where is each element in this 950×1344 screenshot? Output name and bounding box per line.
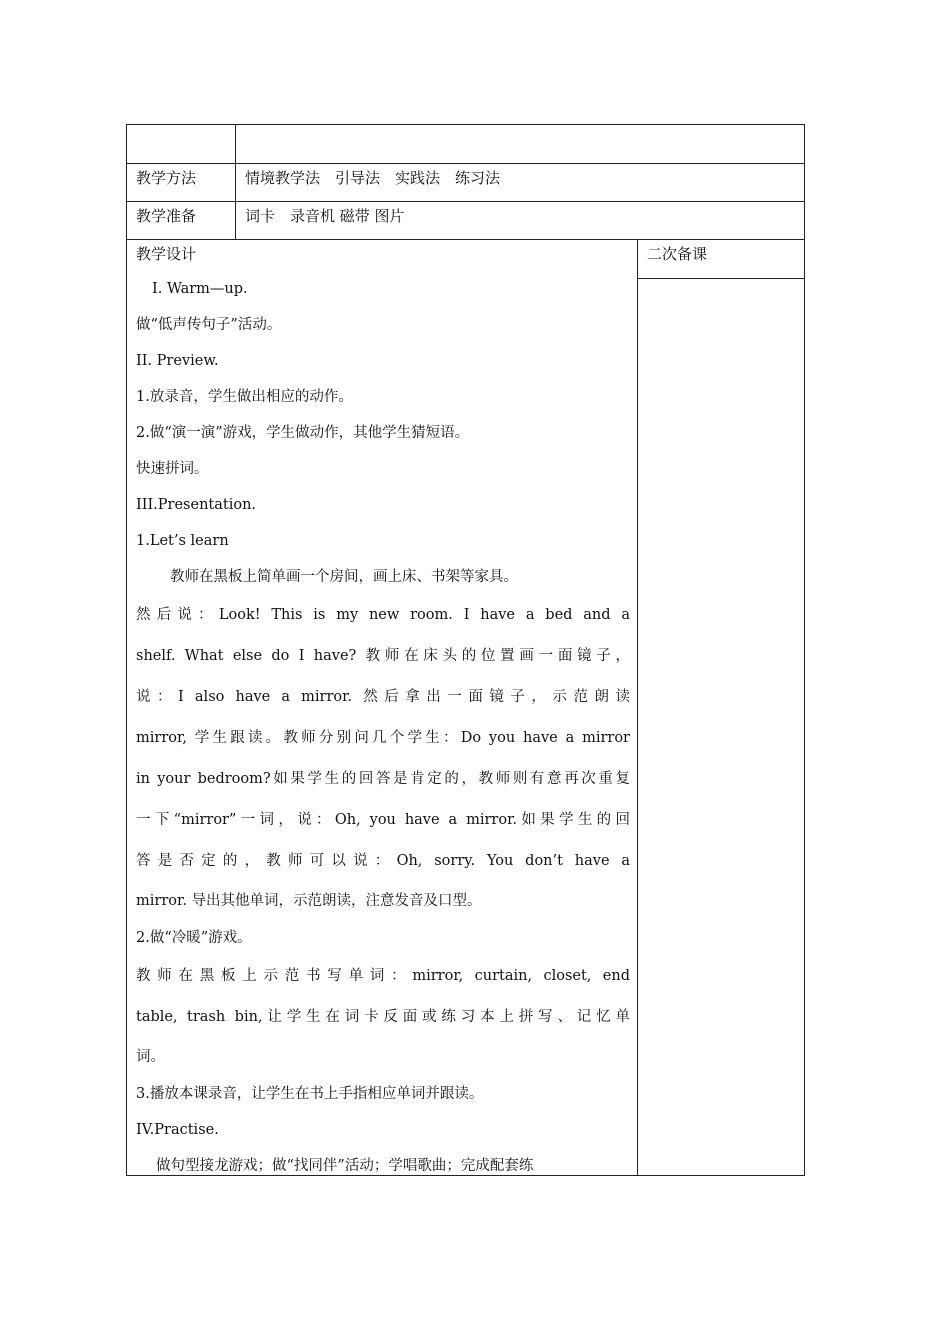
text-line: 一下“mirror”一词，说：Oh, you have a mirror.如果学生的回 xyxy=(136,812,630,828)
prep-value: 词卡 录音机 磁带 图片 xyxy=(245,207,405,225)
column-divider xyxy=(637,239,638,1175)
text-line: 2.做“冷暖”游戏。 xyxy=(136,930,252,946)
text-line: 然后说：Look! This is my new room. I have a bed and a xyxy=(136,607,630,623)
prep-label: 教学准备 xyxy=(136,207,197,225)
text-line: 教师在黑板上简单画一个房间，画上床、书架等家具。 xyxy=(170,569,518,585)
design-header: 教学设计 xyxy=(136,245,197,263)
text-line: 1.Let’s learn xyxy=(136,533,229,549)
text-line: IV.Practise. xyxy=(136,1122,219,1138)
text-line: 3.播放本课录音，让学生在书上手指相应单词并跟读。 xyxy=(136,1086,484,1102)
row-divider xyxy=(127,239,804,240)
text-line: 做“低声传句子”活动。 xyxy=(136,317,282,333)
method-value: 情境教学法 引导法 实践法 练习法 xyxy=(245,169,501,187)
row-divider xyxy=(127,201,804,202)
second-prep-header: 二次备课 xyxy=(647,245,708,263)
text-line: III.Presentation. xyxy=(136,497,257,513)
text-line: shelf. What else do I have? 教师在床头的位置画一面镜子， xyxy=(136,648,630,664)
text-line: mirror, 学生跟读。教师分别问几个学生：Do you have a mirror xyxy=(136,730,630,746)
text-line: I. Warm—up. xyxy=(152,281,248,297)
text-line: 1.放录音，学生做出相应的动作。 xyxy=(136,389,353,405)
row-divider xyxy=(637,278,804,279)
text-line: 答是否定的，教师可以说：Oh, sorry. You don’t have a xyxy=(136,853,630,869)
row-divider xyxy=(127,163,804,164)
text-line: II. Preview. xyxy=(136,353,219,369)
text-line: in your bedroom?如果学生的回答是肯定的，教师则有意再次重复 xyxy=(136,771,630,787)
text-line: 2.做“演一演”游戏，学生做动作，其他学生猜短语。 xyxy=(136,425,470,441)
method-label: 教学方法 xyxy=(136,169,197,187)
text-line: table, trash bin,让学生在词卡反面或练习本上拼写、记忆单 xyxy=(136,1009,630,1025)
design-body xyxy=(136,271,630,1184)
text-line: 教师在黑板上示范书写单词：mirror, curtain, closet, end xyxy=(136,968,630,984)
text-line: mirror. 导出其他单词，示范朗读，注意发音及口型。 xyxy=(136,893,482,909)
text-line: 说：I also have a mirror. 然后拿出一面镜子，示范朗读 xyxy=(136,689,630,705)
text-line: 快速拼词。 xyxy=(136,461,209,477)
column-divider xyxy=(235,125,236,239)
lesson-plan-table xyxy=(126,124,805,1176)
text-line: 词。 xyxy=(136,1049,165,1065)
text-line: 做句型接龙游戏；做“找同伴”活动；学唱歌曲；完成配套练 xyxy=(156,1158,534,1174)
